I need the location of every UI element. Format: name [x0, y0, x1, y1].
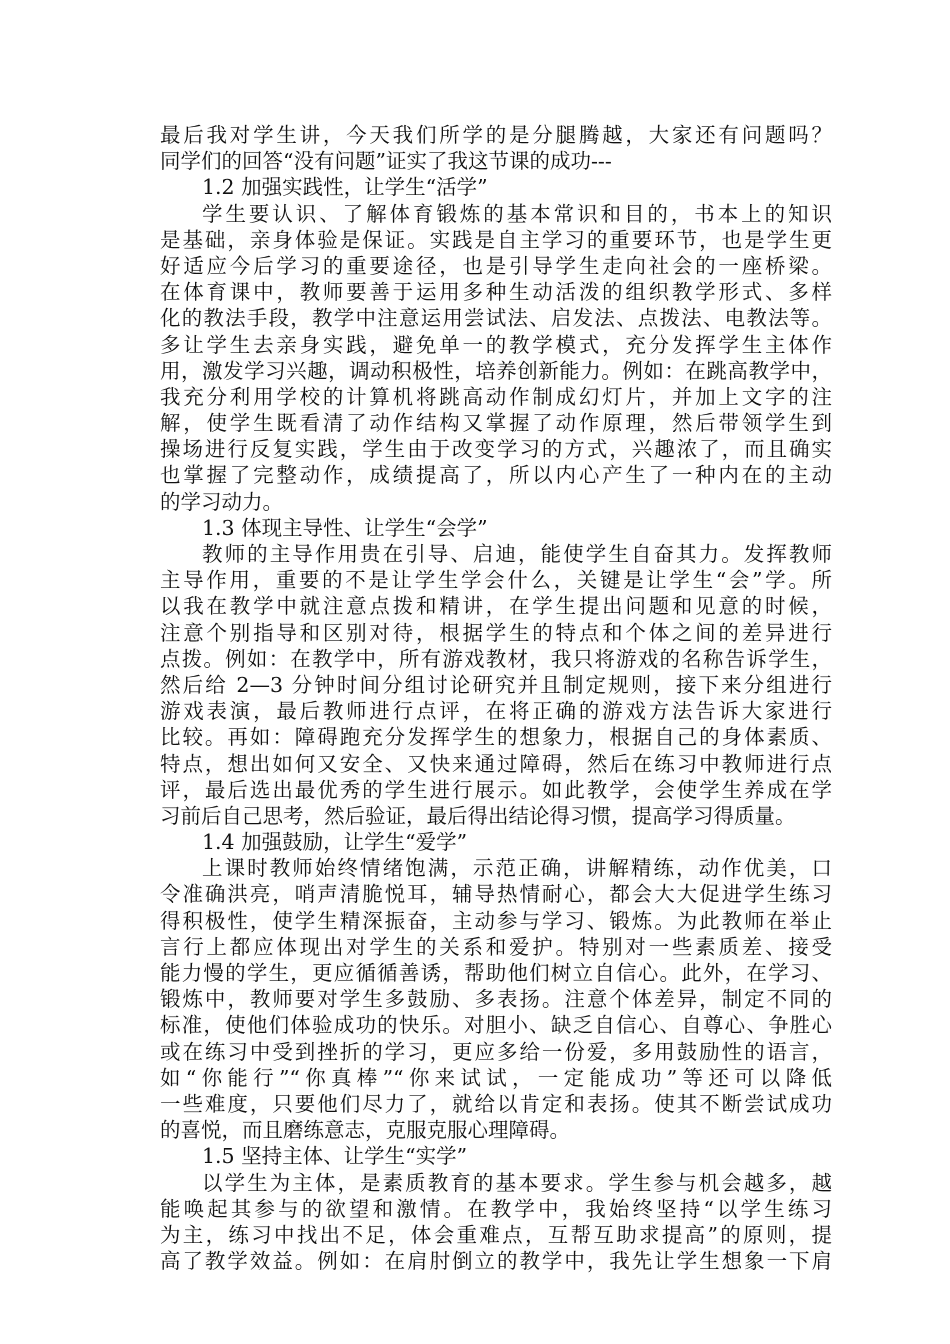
document-page: [160, 122, 832, 1274]
text-line: 评，最后选出最优秀的学生进行展示。如此教学，会使学生养成在学: [160, 777, 832, 802]
text-line: 用，激发学习兴趣，调动积极性，培养创新能力。例如：在跳高教学中，: [160, 358, 832, 383]
section-heading: 1.2 加强实践性，让学生“活学”: [202, 175, 488, 200]
text-line: 多让学生去亲身实践，避免单一的教学模式，充分发挥学生主体作: [160, 332, 832, 357]
text-line: 令准确洪亮，哨声清脆悦耳，辅导热情耐心，都会大大促进学生练习: [160, 882, 832, 907]
section-heading: 1.4 加强鼓励，让学生“爱学”: [202, 830, 468, 855]
text-line: 最后我对学生讲，今天我们所学的是分腿腾越，大家还有问题吗？: [160, 123, 832, 147]
text-line: 为主，练习中找出不足，体会重难点，互帮互助求提高”的原则，提: [160, 1222, 832, 1247]
text-line: 的喜悦，而且磨练意志，克服克服心理障碍。: [160, 1118, 570, 1143]
text-line: 学生要认识、了解体育锻炼的基本常识和目的，书本上的知识: [202, 201, 832, 226]
text-line: 点拨。例如：在教学中，所有游戏教材，我只将游戏的名称告诉学生，: [160, 646, 832, 671]
text-line: 注意个别指导和区别对待，根据学生的特点和个体之间的差异进行: [160, 620, 832, 645]
text-line: 我充分利用学校的计算机将跳高动作制成幻灯片，并加上文字的注: [160, 384, 832, 409]
text-line: 是基础，亲身体验是保证。实践是自主学习的重要环节，也是学生更: [160, 227, 832, 252]
text-line: 如“你能行”“你真棒”“你来试试，一定能成功”等还可以降低: [160, 1065, 832, 1090]
text-line: 好适应今后学习的重要途径，也是引导学生走向社会的一座桥梁。: [160, 253, 832, 278]
text-line: 能唤起其参与的欲望和激情。在教学中，我始终坚持“以学生练习: [160, 1196, 832, 1221]
text-line: 或在练习中受到挫折的学习，更应多给一份爱，多用鼓励性的语言，: [160, 1039, 832, 1064]
text-line: 标准，使他们体验成功的快乐。对胆小、缺乏自信心、自尊心、争胜心: [160, 1013, 832, 1038]
text-line: 教师的主导作用贵在引导、启迪，能使学生自奋其力。发挥教师: [202, 542, 832, 566]
text-line: 以我在教学中就注意点拨和精讲，在学生提出问题和见意的时候，: [160, 594, 832, 619]
text-line: 化的教法手段，教学中注意运用尝试法、启发法、点拨法、电教法等。: [160, 306, 832, 331]
text-line: 一些难度，只要他们尽力了，就给以肯定和表扬。使其不断尝试成功: [160, 1091, 832, 1116]
text-line: 操场进行反复实践，学生由于改变学习的方式，兴趣浓了，而且确实: [160, 437, 832, 462]
text-line: 的学习动力。: [160, 489, 283, 514]
text-line: 锻炼中，教师要对学生多鼓励、多表扬。注意个体差异，制定不同的: [160, 987, 832, 1012]
text-line: 以学生为主体，是素质教育的基本要求。学生参与机会越多，越: [202, 1170, 832, 1195]
text-line: 上课时教师始终情绪饱满，示范正确，讲解精练，动作优美，口: [202, 856, 832, 881]
section-heading: 1.3 体现主导性、让学生“会学”: [202, 515, 488, 540]
text-line: 得积极性，使学生精深振奋，主动参与学习、锻炼。为此教师在举止: [160, 908, 832, 933]
text-line: 高了教学效益。例如：在肩肘倒立的教学中，我先让学生想象一下肩: [160, 1249, 832, 1274]
text-line: 主导作用，重要的不是让学生学会什么，关键是让学生“会”学。所: [160, 568, 832, 593]
text-line: 解，使学生既看清了动作结构又掌握了动作原理，然后带领学生到: [160, 411, 832, 436]
text-line: 也掌握了完整动作，成绩提高了，所以内心产生了一种内在的主动: [160, 463, 832, 488]
text-line: 特点，想出如何又安全、又快来通过障碍，然后在练习中教师进行点: [160, 751, 832, 776]
text-line: 然后给 2—3 分钟时间分组讨论研究并且制定规则，接下来分组进行: [160, 672, 832, 697]
text-line: 比较。再如：障碍跑充分发挥学生的想象力，根据自己的身体素质、: [160, 725, 832, 750]
text-line: 同学们的回答“没有问题”证实了我这节课的成功---: [160, 149, 612, 174]
text-line: 在体育课中，教师要善于运用多种生动活泼的组织教学形式、多样: [160, 280, 832, 305]
text-line: 言行上都应体现出对学生的关系和爱护。特别对一些素质差、接受: [160, 934, 832, 959]
section-heading: 1.5 坚持主体、让学生“实学”: [202, 1144, 468, 1169]
text-line: 能力慢的学生，更应循循善诱，帮助他们树立自信心。此外，在学习、: [160, 961, 832, 985]
text-line: 游戏表演，最后教师进行点评，在将正确的游戏方法告诉大家进行: [160, 699, 832, 724]
text-line: 习前后自己思考，然后验证，最后得出结论得习惯，提高学习得质量。: [160, 803, 796, 828]
